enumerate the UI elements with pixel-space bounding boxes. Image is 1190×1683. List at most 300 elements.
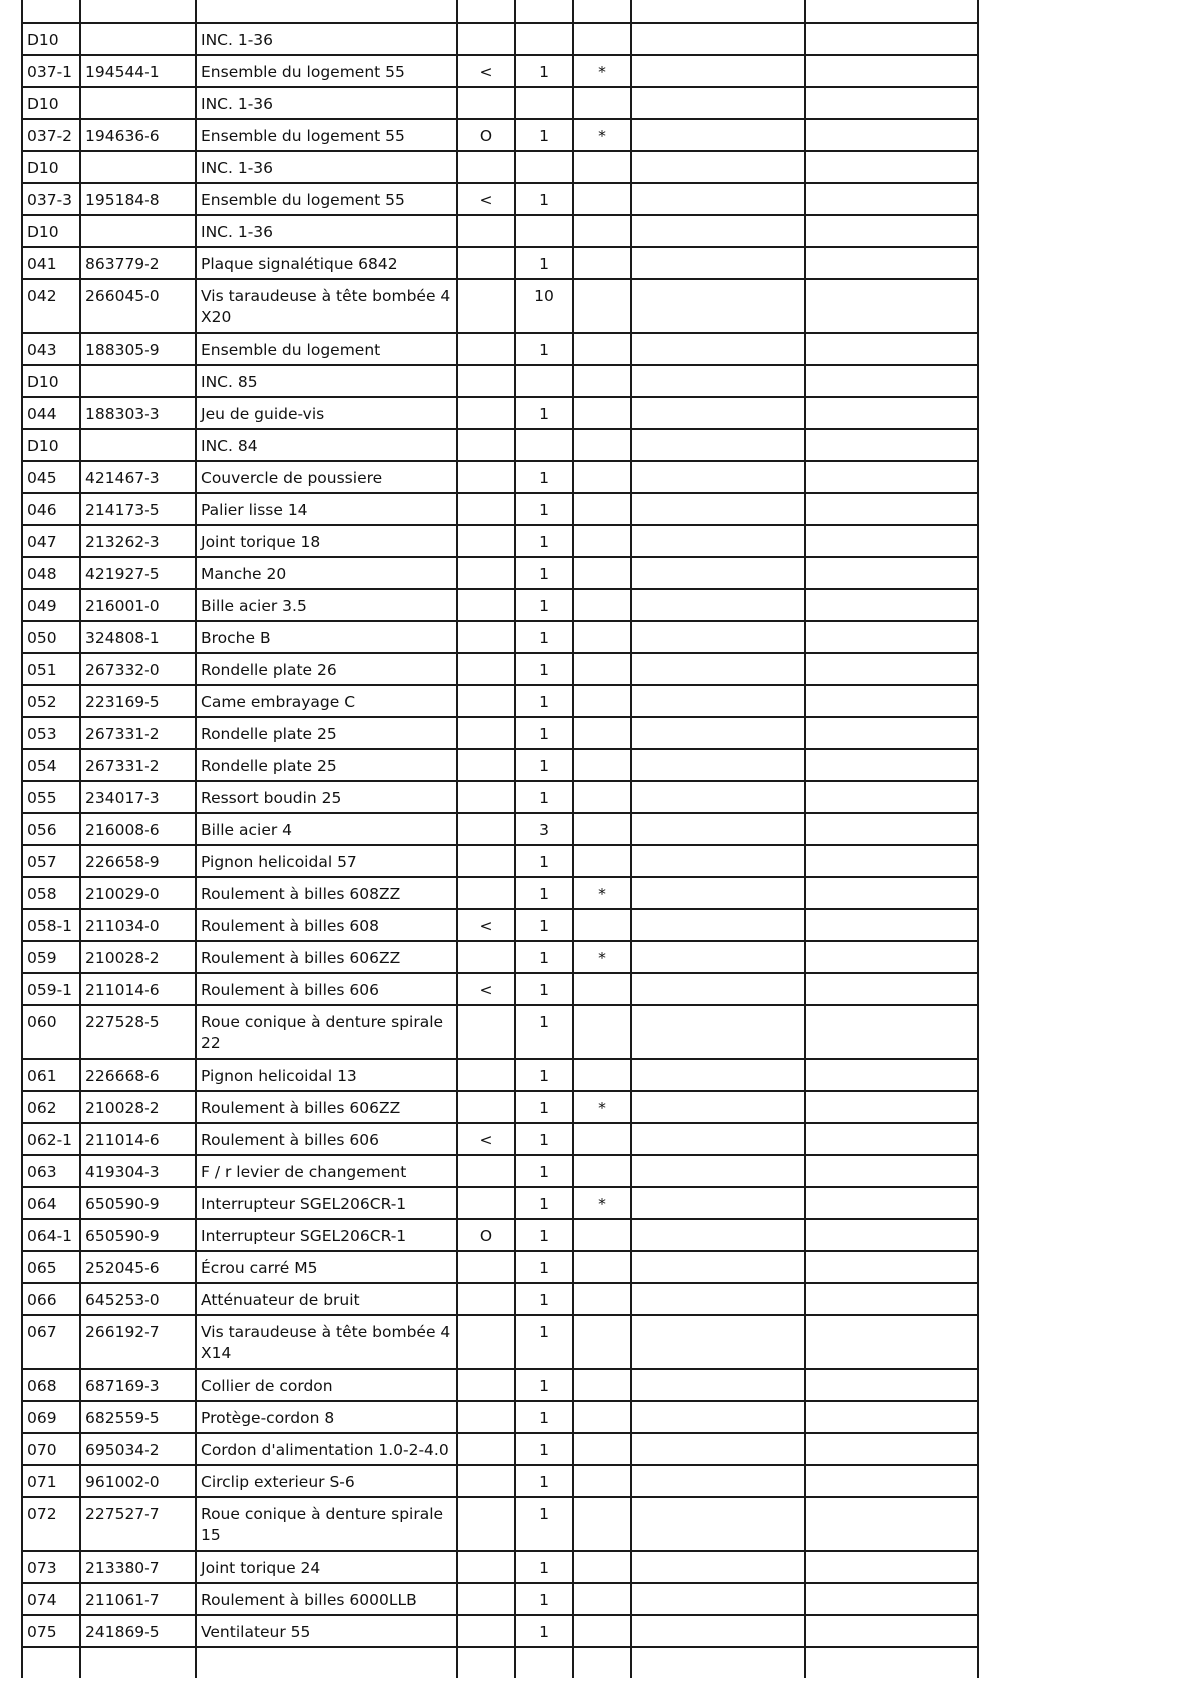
table-row <box>22 1401 978 1433</box>
description-cell: Roulement à billes 606 <box>196 973 457 1005</box>
change-mark-cell <box>457 653 515 685</box>
change-mark-cell <box>457 557 515 589</box>
empty-cell <box>805 1059 978 1091</box>
quantity-cell: 1 <box>515 1401 573 1433</box>
quantity-cell: 1 <box>515 1155 573 1187</box>
item-number-cell: 042 <box>22 279 80 333</box>
note-star-cell <box>573 183 631 215</box>
change-mark-cell <box>457 333 515 365</box>
quantity-cell <box>515 215 573 247</box>
change-mark-cell <box>457 1583 515 1615</box>
change-mark-cell <box>457 717 515 749</box>
change-mark-cell <box>457 1433 515 1465</box>
part-number-cell: 194544-1 <box>80 55 196 87</box>
table-row <box>22 845 978 877</box>
empty-cell <box>805 557 978 589</box>
change-mark-cell <box>457 1315 515 1369</box>
item-number-cell: 075 <box>22 1615 80 1647</box>
description-cell: Plaque signalétique 6842 <box>196 247 457 279</box>
description-cell <box>196 0 457 23</box>
description-cell: Écrou carré M5 <box>196 1251 457 1283</box>
empty-cell <box>805 461 978 493</box>
empty-cell <box>631 749 805 781</box>
empty-cell <box>805 87 978 119</box>
note-star-cell <box>573 87 631 119</box>
empty-cell <box>631 365 805 397</box>
table-row <box>22 247 978 279</box>
empty-cell <box>805 749 978 781</box>
table-row <box>22 1005 978 1059</box>
change-mark-cell: < <box>457 909 515 941</box>
item-number-cell: D10 <box>22 151 80 183</box>
empty-cell <box>805 1219 978 1251</box>
description-cell: INC. 1-36 <box>196 23 457 55</box>
item-number-cell: 062 <box>22 1091 80 1123</box>
empty-cell <box>805 493 978 525</box>
description-cell <box>196 1647 457 1678</box>
note-star-cell <box>573 781 631 813</box>
note-star-cell <box>573 215 631 247</box>
change-mark-cell: O <box>457 1219 515 1251</box>
empty-cell <box>631 0 805 23</box>
empty-cell <box>631 151 805 183</box>
part-number-cell: 214173-5 <box>80 493 196 525</box>
quantity-cell: 1 <box>515 525 573 557</box>
item-number-cell <box>22 1647 80 1678</box>
quantity-cell: 1 <box>515 247 573 279</box>
part-number-cell: 241869-5 <box>80 1615 196 1647</box>
table-row <box>22 1283 978 1315</box>
table-row <box>22 1123 978 1155</box>
description-cell: INC. 85 <box>196 365 457 397</box>
description-cell: Ensemble du logement 55 <box>196 119 457 151</box>
table-row <box>22 119 978 151</box>
table-row <box>22 429 978 461</box>
empty-cell <box>631 429 805 461</box>
table-row <box>22 397 978 429</box>
quantity-cell: 1 <box>515 1219 573 1251</box>
note-star-cell <box>573 493 631 525</box>
quantity-cell: 1 <box>515 1615 573 1647</box>
quantity-cell: 3 <box>515 813 573 845</box>
quantity-cell: 1 <box>515 1251 573 1283</box>
quantity-cell: 1 <box>515 1059 573 1091</box>
quantity-cell: 1 <box>515 461 573 493</box>
empty-cell <box>805 1433 978 1465</box>
empty-cell <box>805 621 978 653</box>
parts-table-body <box>22 0 978 1678</box>
quantity-cell: 1 <box>515 1551 573 1583</box>
part-number-cell <box>80 1647 196 1678</box>
empty-cell <box>631 557 805 589</box>
quantity-cell: 1 <box>515 119 573 151</box>
empty-cell <box>631 55 805 87</box>
table-row <box>22 1551 978 1583</box>
item-number-cell: 064 <box>22 1187 80 1219</box>
part-number-cell: 252045-6 <box>80 1251 196 1283</box>
table-row <box>22 1155 978 1187</box>
empty-cell <box>631 1369 805 1401</box>
description-cell: Atténuateur de bruit <box>196 1283 457 1315</box>
item-number-cell: 044 <box>22 397 80 429</box>
part-number-cell <box>80 151 196 183</box>
table-row <box>22 493 978 525</box>
note-star-cell <box>573 1401 631 1433</box>
table-row <box>22 589 978 621</box>
part-number-cell: 188305-9 <box>80 333 196 365</box>
note-star-cell <box>573 397 631 429</box>
item-number-cell: 053 <box>22 717 80 749</box>
note-star-cell <box>573 1219 631 1251</box>
quantity-cell: 1 <box>515 1283 573 1315</box>
note-star-cell <box>573 0 631 23</box>
item-number-cell: 059 <box>22 941 80 973</box>
part-number-cell: 267332-0 <box>80 653 196 685</box>
description-cell: Bille acier 3.5 <box>196 589 457 621</box>
empty-cell <box>805 941 978 973</box>
item-number-cell: 050 <box>22 621 80 653</box>
part-number-cell: 226658-9 <box>80 845 196 877</box>
item-number-cell: 069 <box>22 1401 80 1433</box>
empty-cell <box>631 1647 805 1678</box>
part-number-cell <box>80 0 196 23</box>
description-cell: Broche B <box>196 621 457 653</box>
note-star-cell <box>573 1615 631 1647</box>
item-number-cell <box>22 0 80 23</box>
part-number-cell: 210028-2 <box>80 1091 196 1123</box>
quantity-cell: 1 <box>515 973 573 1005</box>
part-number-cell: 195184-8 <box>80 183 196 215</box>
empty-cell <box>805 183 978 215</box>
quantity-cell: 1 <box>515 1497 573 1551</box>
change-mark-cell <box>457 1615 515 1647</box>
change-mark-cell <box>457 1369 515 1401</box>
empty-cell <box>631 589 805 621</box>
description-cell: Joint torique 24 <box>196 1551 457 1583</box>
quantity-cell: 10 <box>515 279 573 333</box>
part-number-cell: 645253-0 <box>80 1283 196 1315</box>
change-mark-cell <box>457 1647 515 1678</box>
empty-cell <box>805 247 978 279</box>
table-row <box>22 1647 978 1678</box>
change-mark-cell <box>457 397 515 429</box>
item-number-cell: D10 <box>22 365 80 397</box>
item-number-cell: D10 <box>22 87 80 119</box>
empty-cell <box>805 1647 978 1678</box>
quantity-cell: 1 <box>515 653 573 685</box>
item-number-cell: 070 <box>22 1433 80 1465</box>
description-cell: Came embrayage C <box>196 685 457 717</box>
description-cell: Rondelle plate 25 <box>196 749 457 781</box>
empty-cell <box>631 461 805 493</box>
note-star-cell <box>573 151 631 183</box>
table-row <box>22 151 978 183</box>
description-cell: INC. 1-36 <box>196 87 457 119</box>
change-mark-cell <box>457 749 515 781</box>
note-star-cell <box>573 429 631 461</box>
table-row <box>22 1465 978 1497</box>
table-row <box>22 365 978 397</box>
quantity-cell: 1 <box>515 941 573 973</box>
empty-cell <box>631 1433 805 1465</box>
table-row <box>22 877 978 909</box>
note-star-cell <box>573 717 631 749</box>
empty-cell <box>805 151 978 183</box>
empty-cell <box>631 333 805 365</box>
part-number-cell: 266192-7 <box>80 1315 196 1369</box>
empty-cell <box>631 397 805 429</box>
empty-cell <box>805 1583 978 1615</box>
item-number-cell: 048 <box>22 557 80 589</box>
change-mark-cell <box>457 1187 515 1219</box>
empty-cell <box>805 1187 978 1219</box>
empty-cell <box>805 685 978 717</box>
description-cell: F / r levier de changement <box>196 1155 457 1187</box>
empty-cell <box>805 365 978 397</box>
change-mark-cell <box>457 1059 515 1091</box>
quantity-cell: 1 <box>515 1091 573 1123</box>
part-number-cell: 211061-7 <box>80 1583 196 1615</box>
change-mark-cell <box>457 1155 515 1187</box>
quantity-cell: 1 <box>515 1583 573 1615</box>
change-mark-cell <box>457 1283 515 1315</box>
description-cell: Pignon helicoidal 57 <box>196 845 457 877</box>
empty-cell <box>631 215 805 247</box>
table-row <box>22 215 978 247</box>
note-star-cell <box>573 909 631 941</box>
item-number-cell: 061 <box>22 1059 80 1091</box>
table-row <box>22 557 978 589</box>
quantity-cell: 1 <box>515 685 573 717</box>
quantity-cell: 1 <box>515 183 573 215</box>
table-row <box>22 279 978 333</box>
empty-cell <box>631 525 805 557</box>
change-mark-cell: < <box>457 1123 515 1155</box>
part-number-cell: 194636-6 <box>80 119 196 151</box>
part-number-cell: 216008-6 <box>80 813 196 845</box>
empty-cell <box>805 333 978 365</box>
note-star-cell <box>573 247 631 279</box>
change-mark-cell <box>457 1497 515 1551</box>
part-number-cell: 211014-6 <box>80 1123 196 1155</box>
empty-cell <box>631 1583 805 1615</box>
empty-cell <box>631 87 805 119</box>
table-row <box>22 685 978 717</box>
note-star-cell <box>573 279 631 333</box>
description-cell: Roulement à billes 606ZZ <box>196 1091 457 1123</box>
empty-cell <box>805 877 978 909</box>
description-cell: Rondelle plate 25 <box>196 717 457 749</box>
note-star-cell <box>573 1433 631 1465</box>
empty-cell <box>631 183 805 215</box>
table-row <box>22 1583 978 1615</box>
part-number-cell: 863779-2 <box>80 247 196 279</box>
empty-cell <box>631 1315 805 1369</box>
empty-cell <box>805 909 978 941</box>
change-mark-cell <box>457 1465 515 1497</box>
note-star-cell <box>573 1465 631 1497</box>
note-star-cell <box>573 23 631 55</box>
empty-cell <box>631 717 805 749</box>
empty-cell <box>631 1615 805 1647</box>
part-number-cell: 226668-6 <box>80 1059 196 1091</box>
quantity-cell: 1 <box>515 1187 573 1219</box>
part-number-cell <box>80 87 196 119</box>
change-mark-cell <box>457 23 515 55</box>
item-number-cell: 058 <box>22 877 80 909</box>
empty-cell <box>805 525 978 557</box>
empty-cell <box>631 813 805 845</box>
item-number-cell: 037-2 <box>22 119 80 151</box>
change-mark-cell <box>457 813 515 845</box>
part-number-cell <box>80 23 196 55</box>
empty-cell <box>805 0 978 23</box>
item-number-cell: 065 <box>22 1251 80 1283</box>
empty-cell <box>631 1401 805 1433</box>
empty-cell <box>805 1123 978 1155</box>
quantity-cell: 1 <box>515 55 573 87</box>
table-row <box>22 1219 978 1251</box>
empty-cell <box>805 1005 978 1059</box>
empty-cell <box>631 23 805 55</box>
item-number-cell: 058-1 <box>22 909 80 941</box>
part-number-cell: 682559-5 <box>80 1401 196 1433</box>
change-mark-cell: < <box>457 183 515 215</box>
note-star-cell <box>573 1283 631 1315</box>
empty-cell <box>631 1155 805 1187</box>
part-number-cell <box>80 365 196 397</box>
quantity-cell: 1 <box>515 1315 573 1369</box>
item-number-cell: 055 <box>22 781 80 813</box>
empty-cell <box>631 845 805 877</box>
quantity-cell <box>515 151 573 183</box>
change-mark-cell <box>457 365 515 397</box>
note-star-cell <box>573 589 631 621</box>
empty-cell <box>631 941 805 973</box>
item-number-cell: 066 <box>22 1283 80 1315</box>
part-number-cell: 324808-1 <box>80 621 196 653</box>
item-number-cell: 052 <box>22 685 80 717</box>
quantity-cell: 1 <box>515 845 573 877</box>
part-number-cell: 227528-5 <box>80 1005 196 1059</box>
empty-cell <box>631 119 805 151</box>
quantity-cell: 1 <box>515 333 573 365</box>
quantity-cell: 1 <box>515 749 573 781</box>
change-mark-cell: < <box>457 55 515 87</box>
empty-cell <box>631 1005 805 1059</box>
part-number-cell: 687169-3 <box>80 1369 196 1401</box>
part-number-cell: 188303-3 <box>80 397 196 429</box>
empty-cell <box>805 653 978 685</box>
change-mark-cell <box>457 0 515 23</box>
table-row <box>22 87 978 119</box>
table-row <box>22 813 978 845</box>
item-number-cell: 051 <box>22 653 80 685</box>
item-number-cell: 037-1 <box>22 55 80 87</box>
item-number-cell: 064-1 <box>22 1219 80 1251</box>
item-number-cell: 063 <box>22 1155 80 1187</box>
description-cell: Rondelle plate 26 <box>196 653 457 685</box>
empty-cell <box>805 397 978 429</box>
quantity-cell <box>515 0 573 23</box>
change-mark-cell <box>457 525 515 557</box>
description-cell: Pignon helicoidal 13 <box>196 1059 457 1091</box>
description-cell: Vis taraudeuse à tête bombée 4X20 <box>196 279 457 333</box>
quantity-cell <box>515 87 573 119</box>
change-mark-cell <box>457 1551 515 1583</box>
table-row <box>22 525 978 557</box>
table-row <box>22 1433 978 1465</box>
change-mark-cell <box>457 621 515 653</box>
item-number-cell: D10 <box>22 23 80 55</box>
parts-list-table <box>21 0 979 1678</box>
description-cell: INC. 84 <box>196 429 457 461</box>
description-cell: Roulement à billes 606 <box>196 1123 457 1155</box>
note-star-cell: * <box>573 941 631 973</box>
note-star-cell <box>573 749 631 781</box>
item-number-cell: 043 <box>22 333 80 365</box>
note-star-cell <box>573 813 631 845</box>
description-cell: Roulement à billes 6000LLB <box>196 1583 457 1615</box>
change-mark-cell <box>457 941 515 973</box>
part-number-cell <box>80 429 196 461</box>
quantity-cell: 1 <box>515 1005 573 1059</box>
empty-cell <box>631 909 805 941</box>
quantity-cell <box>515 365 573 397</box>
quantity-cell: 1 <box>515 717 573 749</box>
part-number-cell: 267331-2 <box>80 717 196 749</box>
empty-cell <box>805 1615 978 1647</box>
empty-cell <box>805 1091 978 1123</box>
empty-cell <box>805 1551 978 1583</box>
change-mark-cell <box>457 461 515 493</box>
table-row <box>22 1059 978 1091</box>
empty-cell <box>631 1059 805 1091</box>
item-number-cell: 057 <box>22 845 80 877</box>
part-number-cell: 227527-7 <box>80 1497 196 1551</box>
note-star-cell <box>573 1497 631 1551</box>
empty-cell <box>631 1283 805 1315</box>
table-row <box>22 973 978 1005</box>
empty-cell <box>805 23 978 55</box>
description-cell: Bille acier 4 <box>196 813 457 845</box>
item-number-cell: 049 <box>22 589 80 621</box>
table-row <box>22 1187 978 1219</box>
table-row <box>22 183 978 215</box>
note-star-cell: * <box>573 877 631 909</box>
empty-cell <box>631 279 805 333</box>
item-number-cell: 056 <box>22 813 80 845</box>
description-cell: Roulement à billes 608 <box>196 909 457 941</box>
description-cell: Cordon d'alimentation 1.0-2-4.0 <box>196 1433 457 1465</box>
empty-cell <box>805 1497 978 1551</box>
item-number-cell: 046 <box>22 493 80 525</box>
empty-cell <box>805 215 978 247</box>
table-row <box>22 23 978 55</box>
note-star-cell <box>573 1155 631 1187</box>
empty-cell <box>805 1315 978 1369</box>
table-row <box>22 1497 978 1551</box>
change-mark-cell <box>457 279 515 333</box>
empty-cell <box>631 781 805 813</box>
table-row <box>22 0 978 23</box>
note-star-cell <box>573 525 631 557</box>
empty-cell <box>631 493 805 525</box>
part-number-cell: 267331-2 <box>80 749 196 781</box>
table-row <box>22 1251 978 1283</box>
note-star-cell <box>573 1551 631 1583</box>
empty-cell <box>805 973 978 1005</box>
